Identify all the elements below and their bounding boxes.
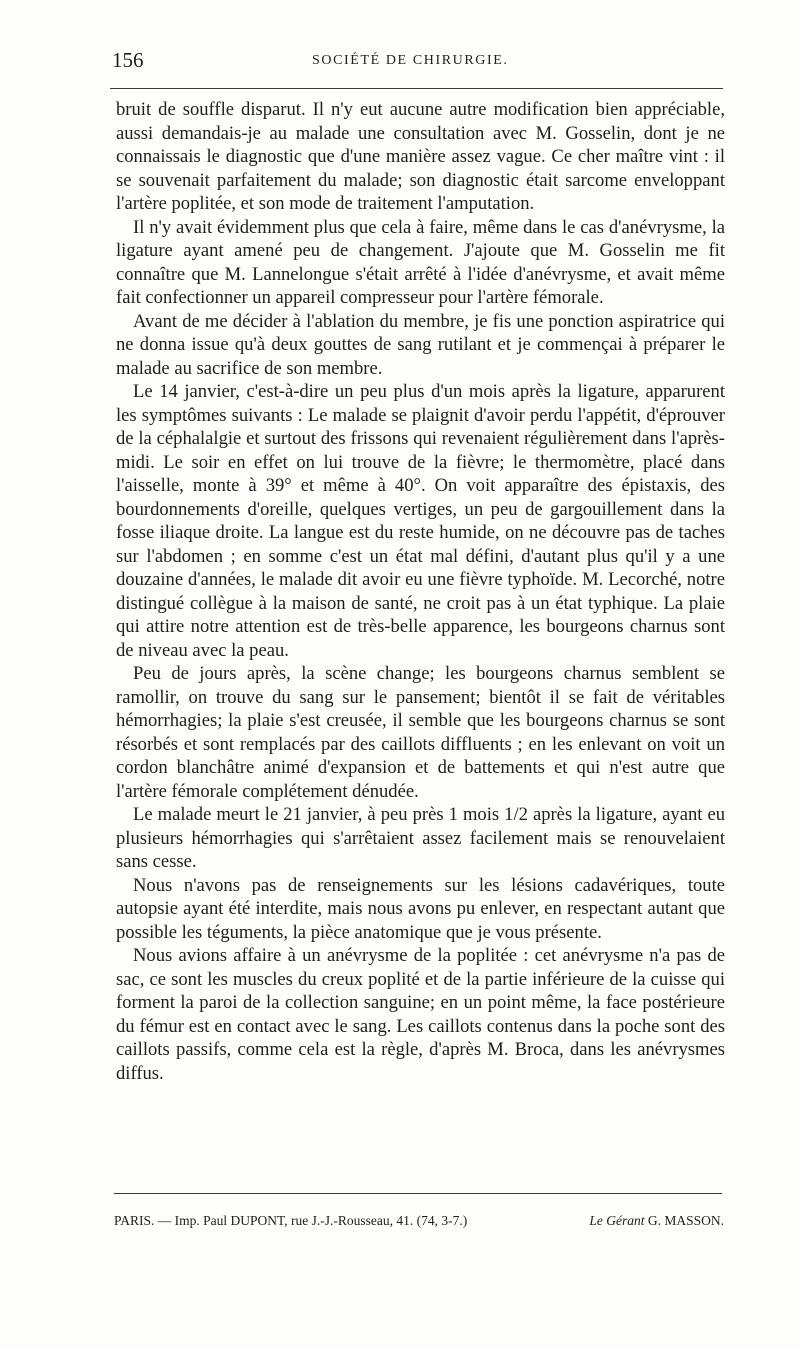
manager-name: G. MASSON. bbox=[647, 1213, 724, 1228]
paragraph: Il n'y avait évidemment plus que cela à faire, même dans le cas d'anévrysme, la ligature ayant amené peu de changement. J'ajoute que M. Gosselin me fit connaître que M. Lannelongue s'était arrêté à l'idée d'anévrysme, et avait même fait confectionner un appareil compresseur pour l'artère fémorale. bbox=[116, 216, 725, 308]
paragraph: Peu de jours après, la scène change; les bourgeons charnus semblent se ramollir, on trouve du sang sur le pansement; bientôt il se fait de véritables hémorrhagies; la plaie s'est creusée, il semble que les bourgeons charnus se sont résorbés et sont remplacés par des caillots diffluents ; en les enlevant on voit un cordon blanchâtre animé d'expansion et de battements et qui n'est autre que l'artère fémorale complétement dénudée. bbox=[116, 663, 725, 802]
paragraph: bruit de souffle disparut. Il n'y eut aucune autre modification bien appréciable, aussi demandais-je au malade une consultation avec M. Gosselin, dont je ne connaissais le diagnostic que d'une manière assez vague. Ce cher maître vint : il se souvenait parfaitement du malade; son diagnostic était sarcome enveloppant l'artère poplitée, et son mode de traitement l'amputation. bbox=[116, 99, 725, 214]
manager-signature bbox=[589, 1212, 724, 1230]
page-footer bbox=[114, 1212, 724, 1230]
paragraph: Avant de me décider à l'ablation du membre, je fis une ponction aspiratrice qui ne donna issue qu'à deux gouttes de sang rutilant et je commençai à préparer le malade au sacrifice de son membre. bbox=[116, 310, 725, 379]
manager-role: Le Gérant bbox=[589, 1213, 645, 1228]
paragraph: Nous n'avons pas de renseignements sur les lésions cadavériques, toute autopsie ayant été interdite, mais nous avons pu enlever, en respectant autant que possible les téguments, la pièce anatomique que je vous présente. bbox=[116, 874, 725, 943]
body-text bbox=[116, 98, 725, 1085]
paragraph: Le malade meurt le 21 janvier, à peu près 1 mois 1/2 après la ligature, ayant eu plusieurs hémorrhagies qui s'arrêtaient assez facilement mais se renouvelaient sans cesse. bbox=[116, 804, 725, 872]
paragraph: Nous avions affaire à un anévrysme de la poplitée : cet anévrysme n'a pas de sac, ce sont les muscles du creux poplité et de la partie inférieure de la cuisse qui forment la paroi de la collection sanguine; en un point même, la face postérieure du fémur est en contact avec le sang. Les caillots contenus dans la poche sont des caillots passifs, comme cela est la règle, d'après M. Broca, dans les anévrysmes diffus. bbox=[116, 945, 725, 1084]
running-title: SOCIÉTÉ DE CHIRURGIE. bbox=[312, 53, 509, 68]
header-rule bbox=[110, 88, 723, 89]
page-number: 156 bbox=[112, 48, 144, 72]
page-header bbox=[112, 48, 722, 72]
footer-rule bbox=[114, 1193, 722, 1194]
printer-imprint: PARIS. — Imp. Paul DUPONT, rue J.-J.-Rousseau, 41. (74, 3-7.) bbox=[114, 1213, 468, 1228]
paragraph: Le 14 janvier, c'est-à-dire un peu plus d'un mois après la ligature, apparurent les symptômes suivants : Le malade se plaignit d'avoir perdu l'appétit, d'éprouver de la céphalalgie et surtout des frissons qui revenaient régulièrement dans l'après-midi. Le soir en effet on lui trouve de la fièvre; le thermomètre, placé dans l'aisselle, monte à 39° et même à 40°. On voit apparaître des épistaxis, des bourdonnements d'oreille, quelques vertiges, un peu de gargouillement dans la fosse iliaque droite. La langue est du reste humide, on ne découvre pas de taches sur l'abdomen ; en somme c'est un état mal défini, d'autant plus qu'il y a une douzaine d'années, le malade dit avoir eu une fièvre typhoïde. M. Lecorché, notre distingué collègue à la maison de santé, ne croit pas à un état typhique. La plaie qui attire notre attention est de très-belle apparence, les bourgeons charnus sont de niveau avec la peau. bbox=[116, 381, 725, 661]
